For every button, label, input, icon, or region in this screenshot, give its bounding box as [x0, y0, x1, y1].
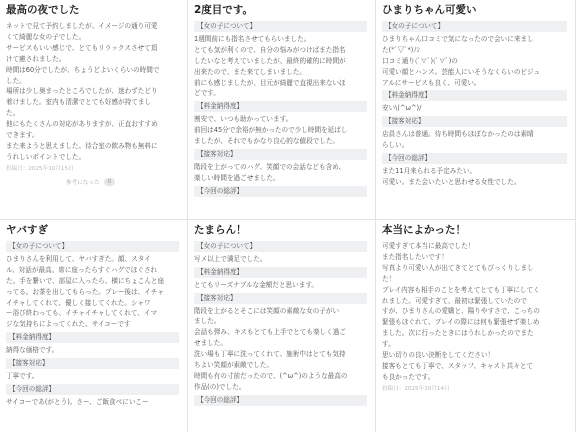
review-section-heading: 【今回の総評】: [194, 186, 367, 197]
review-section-heading: 【料金納得度】: [382, 90, 567, 101]
review-title[interactable]: たまらん！: [194, 224, 247, 236]
review-section-heading: 【接客対応】: [382, 116, 567, 127]
review-text-line: 可愛い顔とハンス。芸能人にいそうなくらいのビジュ: [382, 67, 541, 76]
review-text-line: とてもリーズナブルな金額だと思います。: [194, 280, 319, 289]
review-text-line: サービスもいい感じで、とてもリラックスさせて頂: [6, 43, 158, 52]
review-text-line: 階段を上がるとそこには笑顔の素敵な女の子がい: [194, 306, 340, 315]
review-text-line: ー浴び終わっても、イチャイチャしてくれて、イマ: [6, 309, 158, 318]
review-text-line: とても気が利くので、自分の悩みがつけばまた指名: [194, 45, 346, 54]
review-text-line: 可愛い。また会いたいと思わせる女性でした。: [382, 177, 521, 186]
review-title[interactable]: 本当によかった！: [382, 224, 466, 236]
review-title[interactable]: 2度目です。: [194, 4, 253, 16]
review-title[interactable]: ヤバすぎ: [6, 224, 48, 236]
review-card[interactable]: [376, 220, 576, 432]
review-text-line: 場所は少し奥まったところでしたが、迷わずたどり: [6, 87, 158, 96]
review-text-line: すが、ひまりさんの愛嬌と、陽りやすさで、こっちの: [382, 307, 540, 316]
review-text-line: 洗い場も丁寧に洗ってくれて、施術中はとても気持: [194, 350, 346, 359]
review-text-line: 写真より可愛い人が出てきてとてもびっくりしまし: [382, 263, 534, 272]
review-text-line: 可愛すぎて本当に最高でした！: [382, 242, 475, 250]
helpful-count-badge: 0: [104, 178, 115, 186]
review-text-line: 階段を上がってのハグ、笑顔での会話なども含め、: [194, 162, 346, 171]
review-text-line: ル、対話が最高。席に座ったらすぐハグでほぐされ: [6, 265, 158, 274]
review-text-line: 時間も有の寸前だったので、(^ω^)のような最高の: [194, 371, 348, 380]
review-section-heading: 【今回の総評】: [194, 395, 367, 406]
review-text-line: らしい。: [382, 141, 409, 150]
review-text-line: また11月来られる予定みたい。: [382, 166, 477, 175]
review-text-line: 楽しい時間を過ごせました。: [194, 173, 280, 182]
review-text-line: 会話も弾み、キスもとても上手でとても楽しく過ご: [194, 328, 346, 337]
review-text-line: せました。: [194, 339, 227, 348]
review-text-line: ひまりちゃん口コミで気になったので会いに来まし: [382, 34, 534, 43]
review-text-line: した。: [6, 76, 26, 85]
review-text-line: また来ようと思えました。待合室の飲み物も無料に: [6, 141, 158, 150]
review-date: 投稿日：2025年10月15日: [6, 165, 74, 172]
review-text-line: ジな気持ちによってくれた。サイコーです: [6, 320, 131, 329]
review-text-line: また指名したいです！: [382, 252, 448, 261]
review-text-line: イチャしてくれて、優しく接してくれた。シャワ: [6, 298, 151, 307]
review-section-heading: 【女の子について】: [194, 21, 367, 32]
review-text-line: 他にもたくさんの対応がありますが、正直おすすめ: [6, 120, 158, 129]
review-text-line: 作品(の)でした。: [194, 382, 246, 391]
review-text-line: 緊張もほぐれて、プレイの際には何も緊張せず楽しめ: [382, 318, 540, 327]
review-section-heading: 【料金納得度】: [6, 332, 179, 343]
review-text-line: サイコーであ(がとう)。さー、ご飯食べにいこー: [6, 397, 149, 406]
review-text-line: どです。: [194, 89, 220, 98]
review-text-line: 口コミ通り(ﾟ∀ﾟ)(ﾟ∀ﾟ)の: [382, 56, 458, 65]
review-text-line: 着けました。室内も清潔でとても好感が持てまし: [6, 98, 152, 107]
review-text-line: 安い\(^ω^)/: [382, 104, 422, 113]
review-text-line: 納得な価格です。: [6, 346, 59, 355]
review-text-line: 接客もとても丁寧で、スタッフ、キャスト共々とて: [382, 361, 533, 370]
helpful-button[interactable]: [66, 178, 179, 186]
review-text-line: 前回は45分で余裕が無かったので少し時間を延ばし: [194, 126, 348, 135]
review-date: 投稿日：2025年10月14日: [382, 385, 450, 392]
review-text-line: アルにサービスも良く、可愛い。: [382, 78, 481, 87]
review-text-line: 店員さんは普通。待ち時間もほぼなかったのは素晴: [382, 130, 534, 139]
review-text-line: ネットで見て予約しましたが、イメージの通り可愛: [6, 22, 158, 30]
review-section-heading: 【今回の総評】: [382, 153, 567, 164]
review-text-line: 思い切りの良い決断をしてください！: [382, 351, 495, 360]
review-text-line: うれしいポイントでした。: [6, 152, 86, 161]
review-text-line: た。: [6, 109, 20, 118]
review-section-heading: 【女の子について】: [382, 21, 567, 32]
review-text-line: ました。: [194, 317, 221, 326]
review-text-line: 割安で、いつも助かっています。: [194, 115, 293, 124]
review-title[interactable]: ひまりちゃん可愛い: [382, 4, 477, 16]
review-section-heading: 【料金納得度】: [194, 101, 367, 112]
review-text-line: 前にも感じましたが、目元が綺麗で直視出来ないほ: [194, 78, 346, 87]
review-title[interactable]: 最高の夜でした: [6, 4, 80, 16]
review-section-heading: 【女の子について】: [194, 241, 367, 252]
review-text-line: 1週間前にも指名させてもらいました。: [194, 34, 311, 43]
review-card[interactable]: [0, 0, 188, 220]
review-text-line: くて綺麗な女の子でした。: [6, 32, 86, 41]
helpful-label: 参考になった: [66, 179, 100, 186]
review-text-line: れました。可愛すぎて、最初は緊張していたので: [382, 296, 527, 305]
review-section-heading: 【接客対応】: [194, 293, 367, 304]
review-text-line: 丁寧です。: [6, 371, 39, 380]
review-text-line: ってる。お茶を出してもらった。プレー後は、イチャ: [6, 287, 164, 296]
review-text-line: 出来たので、また来てしまいました。: [194, 67, 306, 76]
review-section-heading: 【今回の総評】: [6, 384, 179, 395]
review-text-line: 写メ以上で満足でした。: [194, 254, 267, 263]
review-text-line: けて癒されました。: [6, 54, 66, 63]
review-section-heading: 【接客対応】: [194, 149, 367, 160]
review-text-line: た！: [382, 274, 396, 283]
review-section-heading: 【女の子について】: [6, 241, 179, 252]
review-text-line: ましたが、それでもかなり良心的な値段でした。: [194, 137, 340, 146]
review-section-heading: 【料金納得度】: [194, 267, 367, 278]
review-text-line: す。: [382, 340, 395, 349]
review-text-line: プレイ内容も相手のことを考えてとても丁寧にしてく: [382, 285, 540, 294]
review-text-line: も良かったです。: [382, 372, 435, 381]
review-text-line: 時間は60分でしたが、ちょうどよいくらいの時間で: [6, 65, 160, 74]
review-section-heading: 【接客対応】: [6, 358, 179, 369]
review-card[interactable]: [188, 220, 376, 432]
review-card[interactable]: [376, 0, 576, 220]
review-text-line: た。手を繋いで、部屋に入ったら、横にちょこんと座: [6, 276, 165, 285]
review-text-line: ちよい笑顔が素敵でした。: [194, 361, 274, 370]
review-text-line: た(*ﾟ▽ﾟ*)ﾉｼ: [382, 45, 420, 54]
review-text-line: ました。次に行ったときにはうれしかったのでまた: [382, 329, 534, 338]
review-card[interactable]: [0, 220, 188, 432]
review-text-line: したいなと考えていましたが、最終的確的に時間が: [194, 56, 346, 65]
review-card[interactable]: [188, 0, 376, 220]
review-text-line: できます。: [6, 131, 39, 140]
review-text-line: ひまりさんを利用して、ヤバすぎた。顔、スタイ: [6, 254, 151, 263]
